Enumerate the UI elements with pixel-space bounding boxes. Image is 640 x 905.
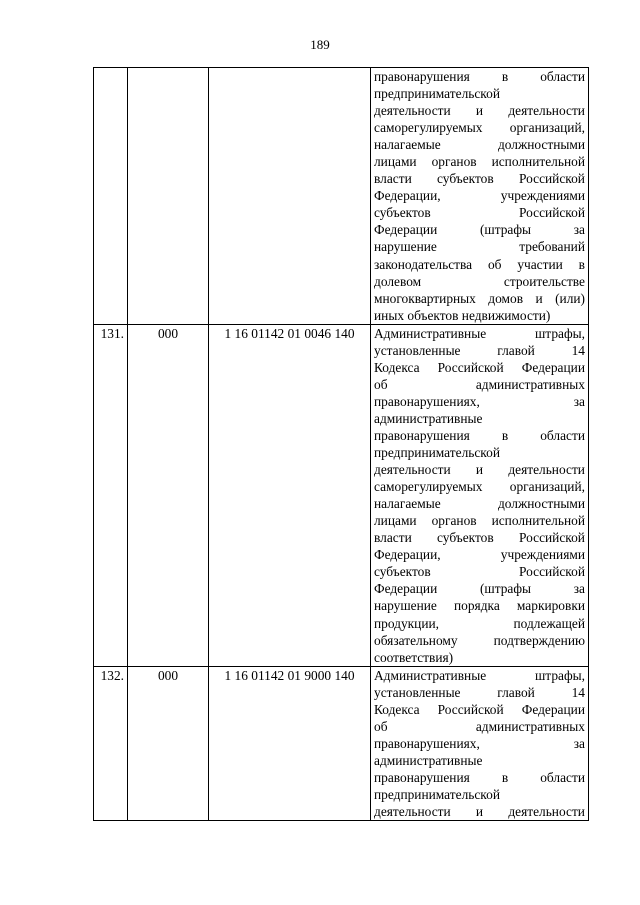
description-word: административные [374,752,483,768]
description-word: Федерации, [374,547,441,563]
description-word: учреждениями [500,547,585,563]
description-word: правонарушения [374,427,470,443]
description-line [374,478,585,495]
admin-code-cell: 000 [128,324,209,666]
description-word: Кодекса [374,359,420,375]
description-line [374,273,585,290]
table-body [94,68,589,821]
description-word: главой [497,684,535,700]
description-line [374,615,585,632]
kbk-code-cell: 1 16 01142 01 9000 140 [209,666,371,820]
description-word: Российской [519,205,585,221]
description-line [374,649,585,666]
table-row [94,324,589,666]
description-word: области [540,69,585,84]
description-word: учреждениями [500,188,585,204]
description-word: Федерации [521,701,585,717]
description-word: в [501,69,509,84]
description-line [374,803,585,820]
description-word: саморегулируемых [374,479,483,495]
description-line [374,376,585,393]
kbk-code-cell: 1 16 01142 01 0046 140 [209,324,371,666]
description-word: должностными [497,137,585,153]
description-line [374,529,585,546]
description-line [374,444,585,461]
description-line [374,461,585,478]
description-word: в [578,256,585,272]
description-word: налагаемые [374,496,441,512]
description-word: административных [475,718,585,734]
description-word: участии [517,256,563,272]
description-word: об [487,256,502,272]
description-word: предпринимательской [374,786,500,802]
description-word: законодательства [374,256,473,272]
description-word: области [540,427,585,443]
description-word: Российской [519,564,585,580]
description-word: правонарушениях, [374,735,480,751]
description-line [374,701,585,718]
description-word: Административные [374,667,487,683]
description-word: (или) [555,290,585,306]
description-word: исполнительной [491,513,585,529]
description-word: административные [374,410,483,426]
description-word: порядка [454,598,500,614]
description-word: подтверждению [493,632,585,648]
description-word: и [475,462,484,478]
description-word: деятельности [508,103,585,119]
description-word: 14 [571,684,585,700]
admin-code-cell [128,68,209,325]
description-word: власти [374,530,412,546]
table-row [94,666,589,820]
description-line [374,410,585,427]
description-word: лицами [374,513,417,529]
description-line [374,667,585,684]
description-word: должностными [497,496,585,512]
description-word: и [475,804,484,820]
description-line [374,136,585,153]
description-word: 14 [571,342,585,358]
description-line [374,597,585,614]
description-word: административных [475,376,585,392]
page-number: 189 [310,37,330,52]
row-number-cell: 132. [94,666,128,820]
description-word: правонарушения [374,69,470,84]
description-word: в [501,427,509,443]
description-line [374,580,585,597]
description-word: власти [374,171,412,187]
description-word: субъектов [374,205,431,221]
description-line [374,752,585,769]
description-word: деятельности [374,103,451,119]
description-word: правонарушения [374,769,470,785]
admin-code-cell: 000 [128,666,209,820]
description-line [374,563,585,580]
row-number-cell [94,68,128,325]
description-word: штрафы, [535,667,585,683]
description-line [374,119,585,136]
description-line [374,786,585,803]
description-word: установленные [374,684,461,700]
description-word: продукции, [374,615,440,631]
description-word: и [475,103,484,119]
description-word: долевом [374,273,422,289]
description-word: деятельности [374,804,451,820]
description-line [374,325,585,342]
description-word: штрафы, [535,325,585,341]
description-line [374,85,585,102]
description-word: деятельности [508,462,585,478]
description-word: субъектов [437,530,494,546]
description-word: подлежащей [513,615,585,631]
description-line [374,170,585,187]
description-line [374,307,585,324]
description-word: и [535,290,543,306]
description-word: об [374,718,388,734]
description-line [374,718,585,735]
description-word: органов [431,513,477,529]
description-word: Российской [437,701,504,717]
description-word: (штрафы [479,581,532,597]
description-word: Кодекса [374,701,420,717]
description-word: за [573,222,585,238]
description-word: органов [431,154,477,170]
description-word: требований [519,239,585,255]
description-line [374,221,585,238]
description-word: за [573,581,585,597]
description-line [374,512,585,529]
description-line [374,238,585,255]
description-word: за [573,735,585,751]
description-line [374,102,585,119]
description-word: предпринимательской [374,445,500,461]
description-word: многоквартирных [374,290,476,306]
description-word: (штрафы [479,222,532,238]
description-word: лицами [374,154,417,170]
description-word: иных объектов недвижимости) [374,307,551,323]
description-line [374,735,585,752]
description-word: Российской [437,359,504,375]
description-word: за [573,393,585,409]
description-line [374,546,585,563]
description-word: организаций, [509,479,585,495]
description-word: Федерации, [374,188,441,204]
description-line [374,359,585,376]
table-row [94,68,589,325]
description-line [374,204,585,221]
description-word: об [374,376,388,392]
description-word: Российской [518,171,585,187]
description-line [374,632,585,649]
description-word: Административные [374,325,487,341]
description-word: маркировки [516,598,585,614]
description-word: налагаемые [374,137,441,153]
description-line [374,342,585,359]
description-word: соответствия) [374,649,454,665]
description-line [374,290,585,307]
description-line [374,68,585,85]
description-word: обязательному [374,632,458,648]
description-line [374,153,585,170]
description-word: деятельности [374,462,451,478]
description-word: области [540,769,585,785]
description-word: субъектов [437,171,494,187]
description-word: саморегулируемых [374,120,483,136]
description-word: организаций, [509,120,585,136]
row-number-cell: 131. [94,324,128,666]
description-word: в [501,769,509,785]
description-word: исполнительной [491,154,585,170]
description-word: предпринимательской [374,86,500,102]
description-line [374,495,585,512]
description-cell [371,666,589,820]
description-word: нарушение [374,598,437,614]
description-line [374,256,585,273]
description-word: нарушение [374,239,437,255]
kbk-code-cell [209,68,371,325]
description-cell [371,324,589,666]
description-word: строительстве [503,273,585,289]
description-word: правонарушениях, [374,393,480,409]
description-word: домов [488,290,524,306]
description-line [374,769,585,786]
description-line [374,427,585,444]
description-line [374,393,585,410]
description-word: деятельности [508,804,585,820]
budget-classification-table [93,67,589,821]
description-word: главой [497,342,535,358]
description-cell [371,68,589,325]
description-word: Федерации [521,359,585,375]
description-word: субъектов [374,564,431,580]
description-word: Федерации [374,222,438,238]
description-word: Федерации [374,581,438,597]
description-line [374,187,585,204]
description-word: Российской [518,530,585,546]
description-line [374,684,585,701]
description-word: установленные [374,342,461,358]
